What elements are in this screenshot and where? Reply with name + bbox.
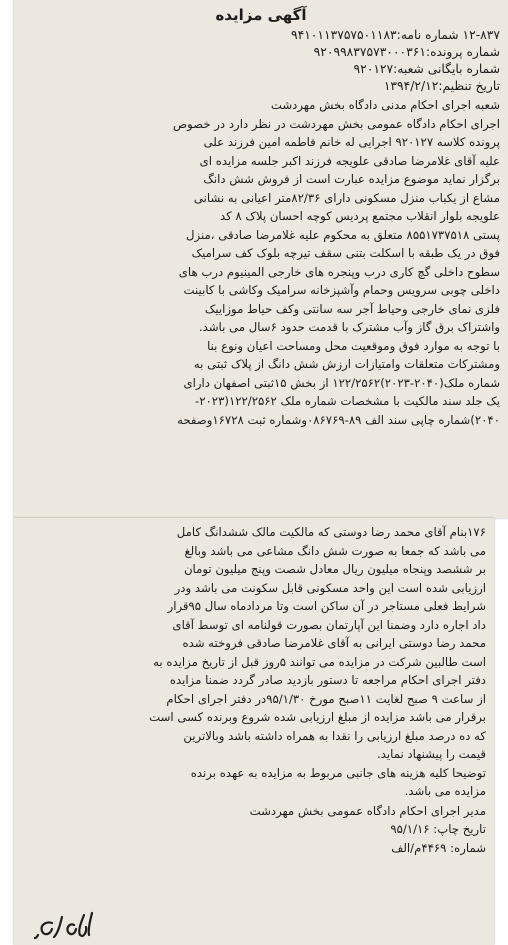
signatory: مدیر اجرای احکام دادگاه عمومی بخش مهردشت: [249, 803, 486, 818]
branch-archive-number: شماره بایگانی شعبه:۹۲۰۱۲۷: [353, 62, 500, 76]
body-part-two-line: می باشد که جمعا به صورت شش دانگ مشاعی می باشد وبالغ: [184, 543, 486, 558]
body-part-one-line: ومشترکات متعلقات وامتیازات ارزش شش دانگ از پلاک ثبتی به: [193, 357, 500, 371]
letter-number: ۱۲-۸۳۷ شماره نامه:۹۴۱۰۱۱۳۷۵۷۵۰۱۱۸۳: [290, 28, 500, 42]
body-part-two-line: ارزیابی شده است این واحد مسکونی قابل سکونت می باشد ودر: [174, 580, 486, 595]
body-part-two-line: دفتر اجرای احکام مراجعه تا دستور بازدید صادر گردد ضمنا مزایده: [169, 673, 486, 687]
body-part-one-line: یک جلد سند مالکیت با مشخصات شماره ملک ۱۲۲/۲۵۶۲(۲۰۲۳-: [195, 394, 500, 408]
case-number: شماره پرونده:۹۲۰۹۹۸۳۷۵۷۳۰۰۰۳۶۱: [313, 45, 500, 59]
notice-title: آگهی مزایده: [215, 6, 307, 24]
body-part-two-line: داد اجاره دارد وضمنا این آپارتمان بصورت قولنامه ای توسط آقای: [172, 617, 486, 632]
body-part-one-line: واشتراک برق گاز وآب مشترک با قدمت حدود ۶سال می باشد.: [198, 320, 500, 334]
clipping-text-column: [22, 523, 486, 857]
body-part-one-line: اجرای احکام دادگاه عمومی بخش مهردشت در نظر دارد در خصوص: [173, 116, 500, 131]
newspaper-clipping-top: [14, 0, 508, 518]
clipping-text-column: [22, 6, 500, 429]
notice-number: شماره: ۴۴۶۹م/الف: [391, 840, 486, 855]
body-part-one-line: سطوح داخلی گچ کاری درب وپنجره های خارجی المینیوم درب های: [178, 264, 500, 279]
case-metadata: [22, 27, 500, 95]
notice-body-part-two: [22, 523, 486, 801]
body-part-two-line: توضیحا کلیه هزینه های جانبی مربوط به مزایده به عهده برنده: [190, 765, 486, 780]
print-date: تاریخ چاپ: ۹۵/۱/۱۶: [390, 822, 486, 836]
issue-date: تاریخ تنظیم:۱۳۹۴/۲/۱۲: [383, 79, 500, 93]
notice-body-part-one: [22, 96, 500, 429]
body-part-one-line: فلزی نمای خارجی وحیاط آجر سه سانتی وکف حیاط موزاییک: [204, 301, 500, 316]
body-part-two-line: است طالبین شرکت در مزایده می توانند ۵روز قبل از تاریخ مزایده به: [153, 654, 486, 669]
notice-footer: [22, 802, 486, 858]
body-part-one-line: شعبه اجرای احکام مدنی دادگاه بخش مهردشت: [270, 98, 500, 112]
body-part-two-line: برقرار می باشد مزایده از مبلغ ارزیابی شده شروع وبرنده کسی است: [149, 710, 486, 724]
body-part-one-line: برگزار نماید موضوع مزایده عبارت است از فروش شش دانگ: [203, 172, 500, 186]
body-part-one-line: ۲۰۴۰)شماره چاپی سند الف ۸۹-۰۸۶۷۶۹وشماره ثبت ۱۶۷۲۸وصفحه: [177, 412, 500, 427]
body-part-one-line: با توجه به موارد فوق وموقعیت محل ومساحت اعیان ونوع بنا: [207, 338, 500, 353]
body-part-two-line: قیمت را پیشنهاد نماید.: [377, 747, 486, 761]
body-part-one-line: پستی ۸۵۵۱۷۳۷۵۱۸ متعلق به محکوم علیه غلامرضا صادقی ،منزل: [186, 227, 500, 242]
body-part-one-line: شماره ملک(۲۰۴۰-۲۰۲۳)۱۲۲/۲۵۶۲ از بخش ۱۵ثبتی اصفهان دارای: [183, 375, 500, 390]
body-part-two-line: محمد رضا دوستی ایرانی به آقای غلامرضا صادقی فروخته شده: [182, 636, 486, 650]
body-part-one-line: پرونده کلاسه ۹۲۰۱۲۷ اجرایی له خانم فاطمه امین فرزند علی: [203, 135, 500, 149]
body-part-one-line: علویجه بلوار انقلاب مجتمع پردیس کوچه احسان پلاک ۸ کد: [220, 209, 500, 223]
body-part-two-line: مزایده می باشد.: [404, 784, 486, 798]
body-part-one-line: مشاع از یکباب منزل مسکونی دارای ۸۲/۳۶متر اعیانی به نشانی: [193, 190, 500, 205]
body-part-two-line: ۱۷۶بنام آقای محمد رضا دوستی که مالکیت مالک ششدانگ کامل: [176, 525, 486, 539]
body-part-one-line: داخلی چوبی سرویس وحمام وآشپزخانه سرامیک وکاشی با کابینت: [183, 283, 500, 297]
handwritten-signature: [34, 907, 96, 941]
body-part-one-line: علیه آقای غلامرضا صادقی علویجه فرزند اکبر جلسه مزایده ای: [199, 153, 500, 168]
newspaper-clipping-bottom: [14, 518, 494, 945]
body-part-two-line: شرایط فعلی مستاجر در آن ساکن است وتا مردادماه سال ۹۵قرار: [167, 599, 486, 613]
body-part-one-line: فوق در یک طبقه با اسکلت بتنی سقف تیرچه بلوک کف سرامیک: [191, 246, 500, 260]
body-part-two-line: از ساعت ۹ صبح لغایت ۱۱صبح مورخ ۹۵/۱/۳۰در دفتر اجرای احکام: [166, 691, 486, 706]
body-part-two-line: که ده درصد مبلغ ارزیابی را نقدا به همراه داشته باشد وبالاترین: [183, 728, 486, 743]
body-part-two-line: بر ششصد وپنجاه میلیون ریال معادل شصت وپنج میلیون تومان: [183, 562, 486, 576]
